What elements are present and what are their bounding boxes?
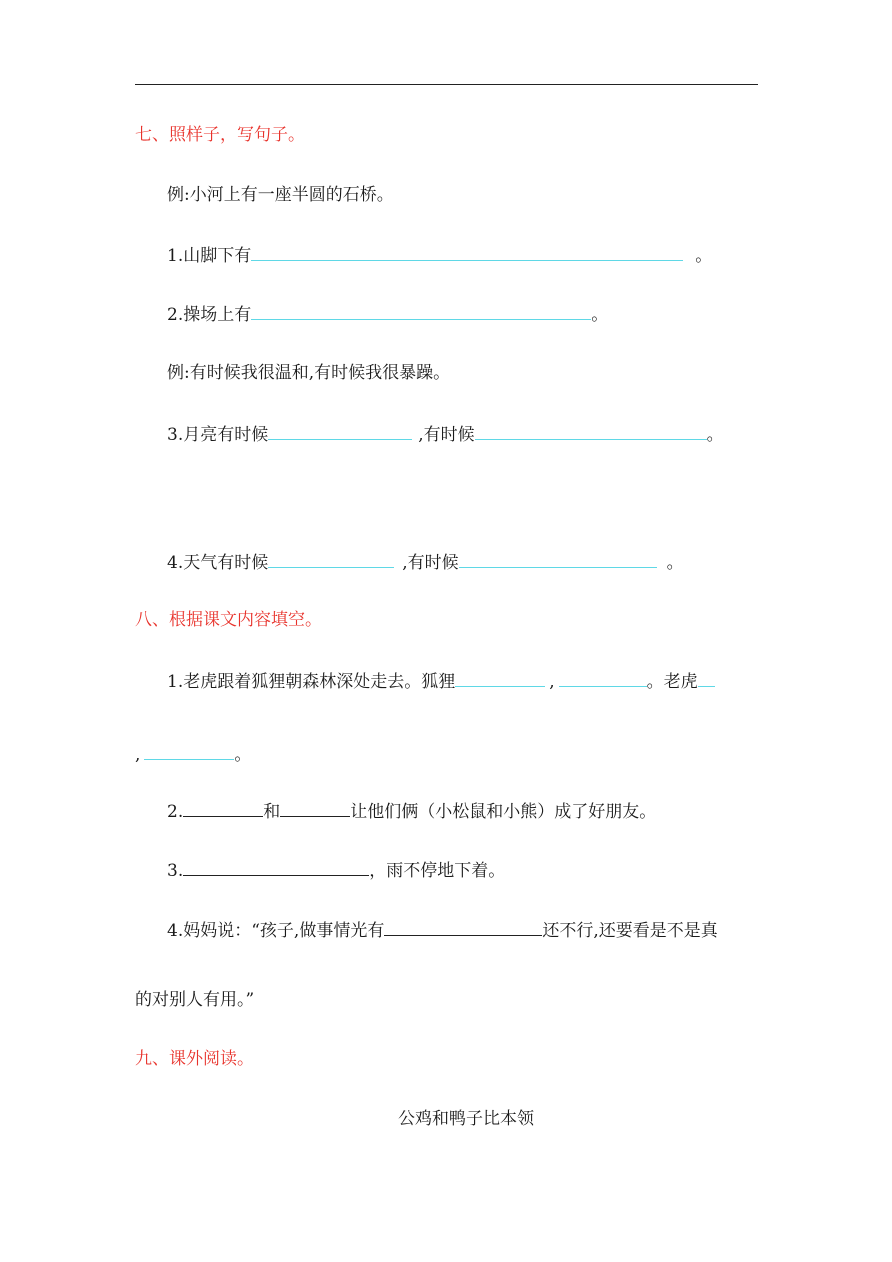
section7-heading: 七、照样子，写句子。 — [135, 125, 305, 145]
question-8-4 — [167, 919, 718, 942]
question-8-2 — [167, 800, 656, 823]
answer-blank[interactable] — [475, 423, 707, 440]
answer-blank[interactable] — [144, 743, 234, 760]
answer-blank[interactable] — [280, 800, 350, 817]
q7-3-suffix: 。 — [706, 425, 724, 445]
top-rule — [135, 84, 758, 85]
answer-blank[interactable] — [459, 551, 657, 568]
q8-2-he: 和 — [263, 802, 281, 822]
q7-4-prefix: 4.天气有时候 — [167, 553, 269, 573]
passage-title: 公鸡和鸭子比本领 — [398, 1109, 534, 1129]
example-sentence-2: 例:有时候我很温和,有时候我很暴躁。 — [167, 363, 451, 383]
question-8-4-continued: 的对别人有用。” — [135, 990, 255, 1010]
q8-2-prefix: 2. — [167, 802, 184, 822]
q7-3-mid: ,有时候 — [418, 425, 475, 445]
answer-blank[interactable] — [251, 244, 683, 261]
answer-blank[interactable] — [251, 303, 591, 320]
question-7-2 — [167, 303, 608, 326]
question-8-3 — [167, 859, 505, 882]
question-7-4 — [167, 551, 684, 574]
answer-blank[interactable] — [268, 423, 412, 440]
q7-1-prefix: 1.山脚下有 — [167, 246, 252, 266]
answer-blank[interactable] — [384, 919, 542, 936]
q7-2-prefix: 2.操场上有 — [167, 305, 252, 325]
answer-blank[interactable] — [455, 670, 545, 687]
answer-blank[interactable] — [183, 800, 263, 817]
q7-4-mid: ,有时候 — [402, 553, 459, 573]
q8-1-tiger: 。老虎 — [646, 672, 698, 692]
question-7-1 — [167, 244, 712, 267]
q8-1-line2-comma: , — [135, 745, 141, 765]
q7-3-prefix: 3.月亮有时候 — [167, 425, 269, 445]
answer-blank[interactable] — [698, 670, 715, 687]
q8-4-prefix: 4.妈妈说：“孩子,做事情光有 — [167, 921, 385, 941]
q8-1-text: 1.老虎跟着狐狸朝森林深处走去。狐狸 — [167, 672, 456, 692]
question-7-3 — [167, 423, 724, 446]
q8-2-suffix: 让他们俩（小松鼠和小熊）成了好朋友。 — [350, 802, 657, 822]
q8-3-prefix: 3. — [167, 861, 184, 881]
example-sentence-1: 例:小河上有一座半圆的石桥。 — [167, 185, 394, 205]
q7-4-suffix: 。 — [666, 553, 684, 573]
answer-blank[interactable] — [268, 551, 394, 568]
answer-blank[interactable] — [183, 859, 369, 876]
question-8-1-continued — [135, 743, 251, 766]
section8-heading: 八、根据课文内容填空。 — [135, 610, 322, 630]
q8-4-suffix: 还不行,还要看是不是真 — [542, 921, 718, 941]
q7-2-suffix: 。 — [591, 305, 609, 325]
q8-1-comma: , — [549, 672, 555, 692]
q7-1-suffix: 。 — [695, 246, 713, 266]
section9-heading: 九、课外阅读。 — [135, 1049, 254, 1069]
q8-1-line2-period: 。 — [234, 745, 252, 765]
q8-3-suffix: ，雨不停地下着。 — [369, 861, 506, 881]
question-8-1 — [167, 670, 715, 693]
answer-blank[interactable] — [559, 670, 647, 687]
